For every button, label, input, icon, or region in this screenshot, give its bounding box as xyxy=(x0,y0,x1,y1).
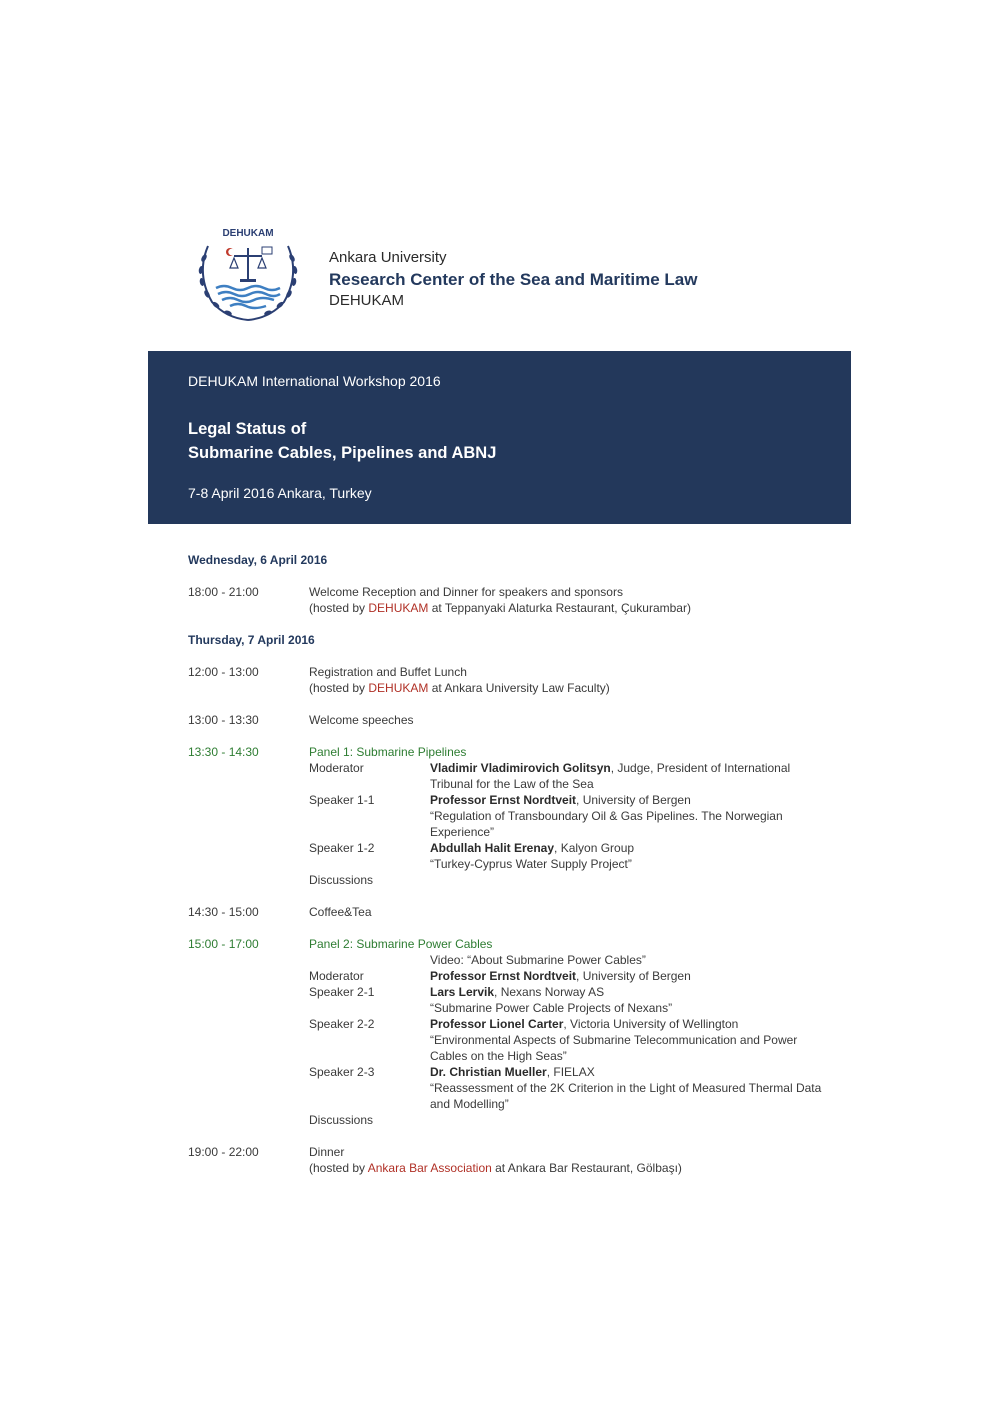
role-label: Speaker 2-1 xyxy=(309,985,375,999)
participant-details: Professor Lionel Carter, Victoria University of Wellington “Environmental Aspects of Submarine Telecommunication and Power Cables on the High Seas” xyxy=(430,1016,828,1064)
role-label: Speaker 1-1 xyxy=(309,793,375,807)
role-label: Speaker 2-3 xyxy=(309,1065,375,1079)
slot-time: 18:00 - 21:00 xyxy=(188,585,259,599)
participant-details: Professor Ernst Nordtveit, University of Bergen “Regulation of Transboundary Oil & Gas Pipelines. The Norwegian Experience” xyxy=(430,792,828,840)
slot-time: 14:30 - 15:00 xyxy=(188,905,259,919)
talk-title: “Submarine Power Cable Projects of Nexans” xyxy=(430,1001,673,1015)
panel-2 xyxy=(188,936,828,1128)
host-name: DEHUKAM xyxy=(368,681,429,695)
discussions-label: Discussions xyxy=(309,1113,374,1127)
host-name: Ankara Bar Association xyxy=(367,1161,492,1175)
slot-title: Coffee&Tea xyxy=(309,905,372,919)
day-heading-thursday: Thursday, 7 April 2016 xyxy=(188,633,315,647)
day-heading-wednesday: Wednesday, 6 April 2016 xyxy=(188,553,328,567)
role-label: Speaker 1-2 xyxy=(309,841,375,855)
program-schedule xyxy=(188,552,828,1192)
slot-time: 13:00 - 13:30 xyxy=(188,713,259,727)
panel-row xyxy=(309,984,828,1016)
participant-name: Abdullah Halit Erenay xyxy=(430,841,555,855)
panel-row xyxy=(309,1016,828,1064)
panel-body xyxy=(309,936,828,1128)
participant-details: Dr. Christian Mueller, FIELAX “Reassessment of the 2K Criterion in the Light of Measured Thermal Data and Modelling” xyxy=(430,1064,828,1112)
slot-title: Dinner xyxy=(309,1145,345,1159)
title-line-1: Legal Status of xyxy=(188,420,307,438)
slot-host: (hosted by DEHUKAM at Ankara University Law Faculty) xyxy=(309,681,610,695)
role-label: Moderator xyxy=(309,761,364,775)
participant-details: Professor Ernst Nordtveit, University of Bergen xyxy=(430,969,691,983)
workshop-banner xyxy=(148,351,851,524)
participant-name: Lars Lervik xyxy=(430,985,495,999)
slot-title: Registration and Buffet Lunch xyxy=(309,665,467,679)
video-label: Video: “About Submarine Power Cables” xyxy=(430,953,646,967)
title-line-2: Submarine Cables, Pipelines and ABNJ xyxy=(188,444,497,462)
panel-row xyxy=(309,792,828,840)
panel-title: Panel 1: Submarine Pipelines xyxy=(309,745,467,759)
panel-row xyxy=(309,760,828,792)
header xyxy=(190,222,750,332)
panel-row xyxy=(309,840,828,872)
center-acronym: DEHUKAM xyxy=(329,292,405,309)
schedule-slot xyxy=(188,712,828,728)
host-name: DEHUKAM xyxy=(368,601,429,615)
participant-details: Lars Lervik, Nexans Norway AS “Submarine Power Cable Projects of Nexans” xyxy=(430,984,828,1016)
slot-title: Welcome speeches xyxy=(309,713,414,727)
slot-body xyxy=(309,664,828,696)
dehukam-logo xyxy=(190,222,306,326)
schedule-slot xyxy=(188,584,828,616)
slot-title: Welcome Reception and Dinner for speakers and sponsors xyxy=(309,585,623,599)
slot-host: (hosted by DEHUKAM at Teppanyaki Alaturka Restaurant, Çukurambar) xyxy=(309,601,691,615)
participant-name: Professor Lionel Carter xyxy=(430,1017,564,1031)
participant-details: Abdullah Halit Erenay, Kalyon Group “Turkey-Cyprus Water Supply Project” xyxy=(430,840,828,872)
talk-title: “Reassessment of the 2K Criterion in the Light of Measured Thermal Data and Modelling” xyxy=(430,1081,822,1111)
workshop-title xyxy=(188,417,496,465)
participant-name: Professor Ernst Nordtveit xyxy=(430,969,577,983)
role-label: Moderator xyxy=(309,969,364,983)
panel-body xyxy=(309,744,828,888)
talk-title: “Regulation of Transboundary Oil & Gas Pipelines. The Norwegian Experience” xyxy=(430,809,783,839)
schedule-slot xyxy=(188,1144,828,1176)
workshop-name: DEHUKAM International Workshop 2016 xyxy=(188,373,441,389)
panel-time: 13:30 - 14:30 xyxy=(188,745,259,759)
slot-time: 19:00 - 22:00 xyxy=(188,1145,259,1159)
panel-row xyxy=(309,1064,828,1112)
participant-name: Professor Ernst Nordtveit xyxy=(430,793,577,807)
participant-details: Vladimir Vladimirovich Golitsyn, Judge, President of International Tribunal for the Law of the Sea xyxy=(430,761,791,791)
slot-body xyxy=(309,1144,828,1176)
participant-name: Dr. Christian Mueller xyxy=(430,1065,547,1079)
schedule-slot xyxy=(188,664,828,696)
talk-title: “Environmental Aspects of Submarine Telecommunication and Power Cables on the High Seas” xyxy=(430,1033,798,1063)
panel-title: Panel 2: Submarine Power Cables xyxy=(309,937,493,951)
schedule-slot xyxy=(188,904,828,920)
university-name: Ankara University xyxy=(329,249,447,266)
workshop-date-place: 7-8 April 2016 Ankara, Turkey xyxy=(188,485,372,501)
organization-block xyxy=(329,248,697,311)
slot-body xyxy=(309,584,828,616)
panel-row xyxy=(309,968,828,984)
role-label: Speaker 2-2 xyxy=(309,1017,375,1031)
panel-time: 15:00 - 17:00 xyxy=(188,937,259,951)
participant-name: Vladimir Vladimirovich Golitsyn xyxy=(430,761,611,775)
panel-1 xyxy=(188,744,828,888)
slot-host: (hosted by Ankara Bar Association at Ankara Bar Restaurant, Gölbaşı) xyxy=(309,1161,682,1175)
panel-row xyxy=(309,952,828,968)
discussions-label: Discussions xyxy=(309,873,374,887)
slot-time: 12:00 - 13:00 xyxy=(188,665,259,679)
center-name: Research Center of the Sea and Maritime Law xyxy=(329,270,698,289)
svg-text:DEHUKAM: DEHUKAM xyxy=(222,228,274,239)
talk-title: “Turkey-Cyprus Water Supply Project” xyxy=(430,857,632,871)
